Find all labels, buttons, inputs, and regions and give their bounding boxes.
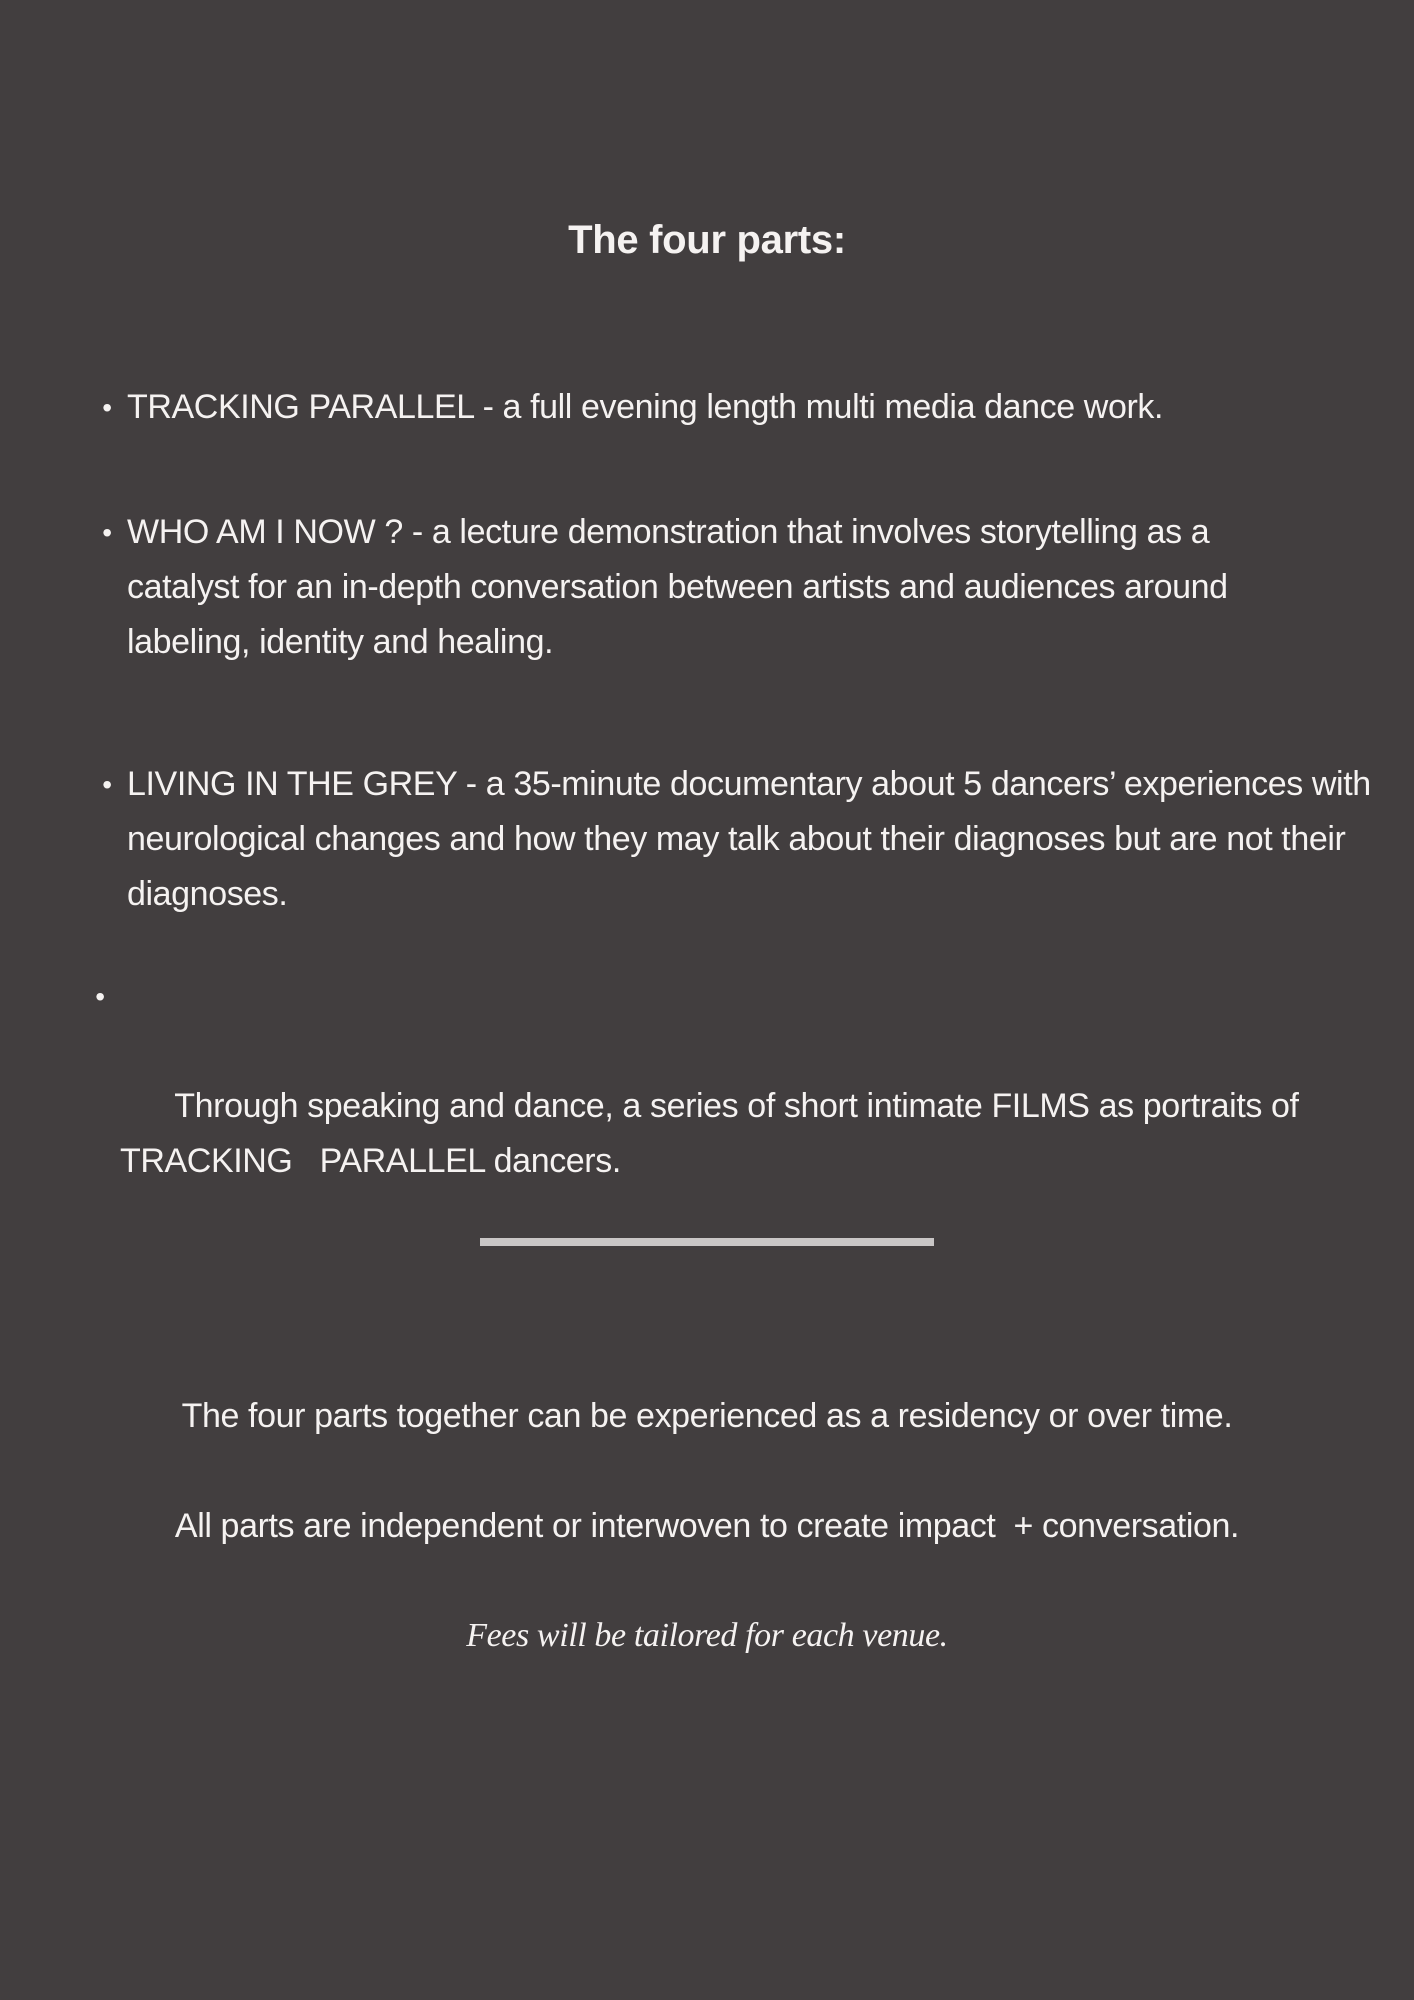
part-item-who-am-i-now [102, 505, 1317, 670]
independence-note: All parts are independent or interwoven to create impact + conversation. [174, 1507, 1240, 1545]
part-item-films [95, 969, 1320, 1244]
section-divider [480, 1238, 934, 1246]
bullet-icon: • [102, 517, 112, 548]
page-heading: The four parts: [568, 218, 846, 262]
part-text: Through speaking and dance, a series of short intimate FILMS as portraits of TRACKING PARALLEL dancers. [120, 1087, 1308, 1180]
part-item-tracking-parallel [102, 380, 1387, 435]
bullet-icon: • [102, 769, 112, 800]
part-item-living-in-the-grey [102, 757, 1377, 922]
part-text: TRACKING PARALLEL - a full evening length multi media dance work. [127, 388, 1164, 426]
bullet-icon: • [102, 392, 112, 423]
fees-note: Fees will be tailored for each venue. [466, 1617, 948, 1654]
part-text: LIVING IN THE GREY - a 35-minute documentary about 5 dancers’ experiences with neurological changes and how they may talk about their diagnoses but are not their diagnoses. [127, 765, 1371, 913]
bullet-icon: • [95, 981, 105, 1012]
residency-note: The four parts together can be experienced as a residency or over time. [181, 1397, 1233, 1435]
part-text: WHO AM I NOW ? - a lecture demonstration that involves storytelling as a catalyst for an in-depth conversation between artists and audiences around labeling, identity and healing. [127, 513, 1228, 661]
